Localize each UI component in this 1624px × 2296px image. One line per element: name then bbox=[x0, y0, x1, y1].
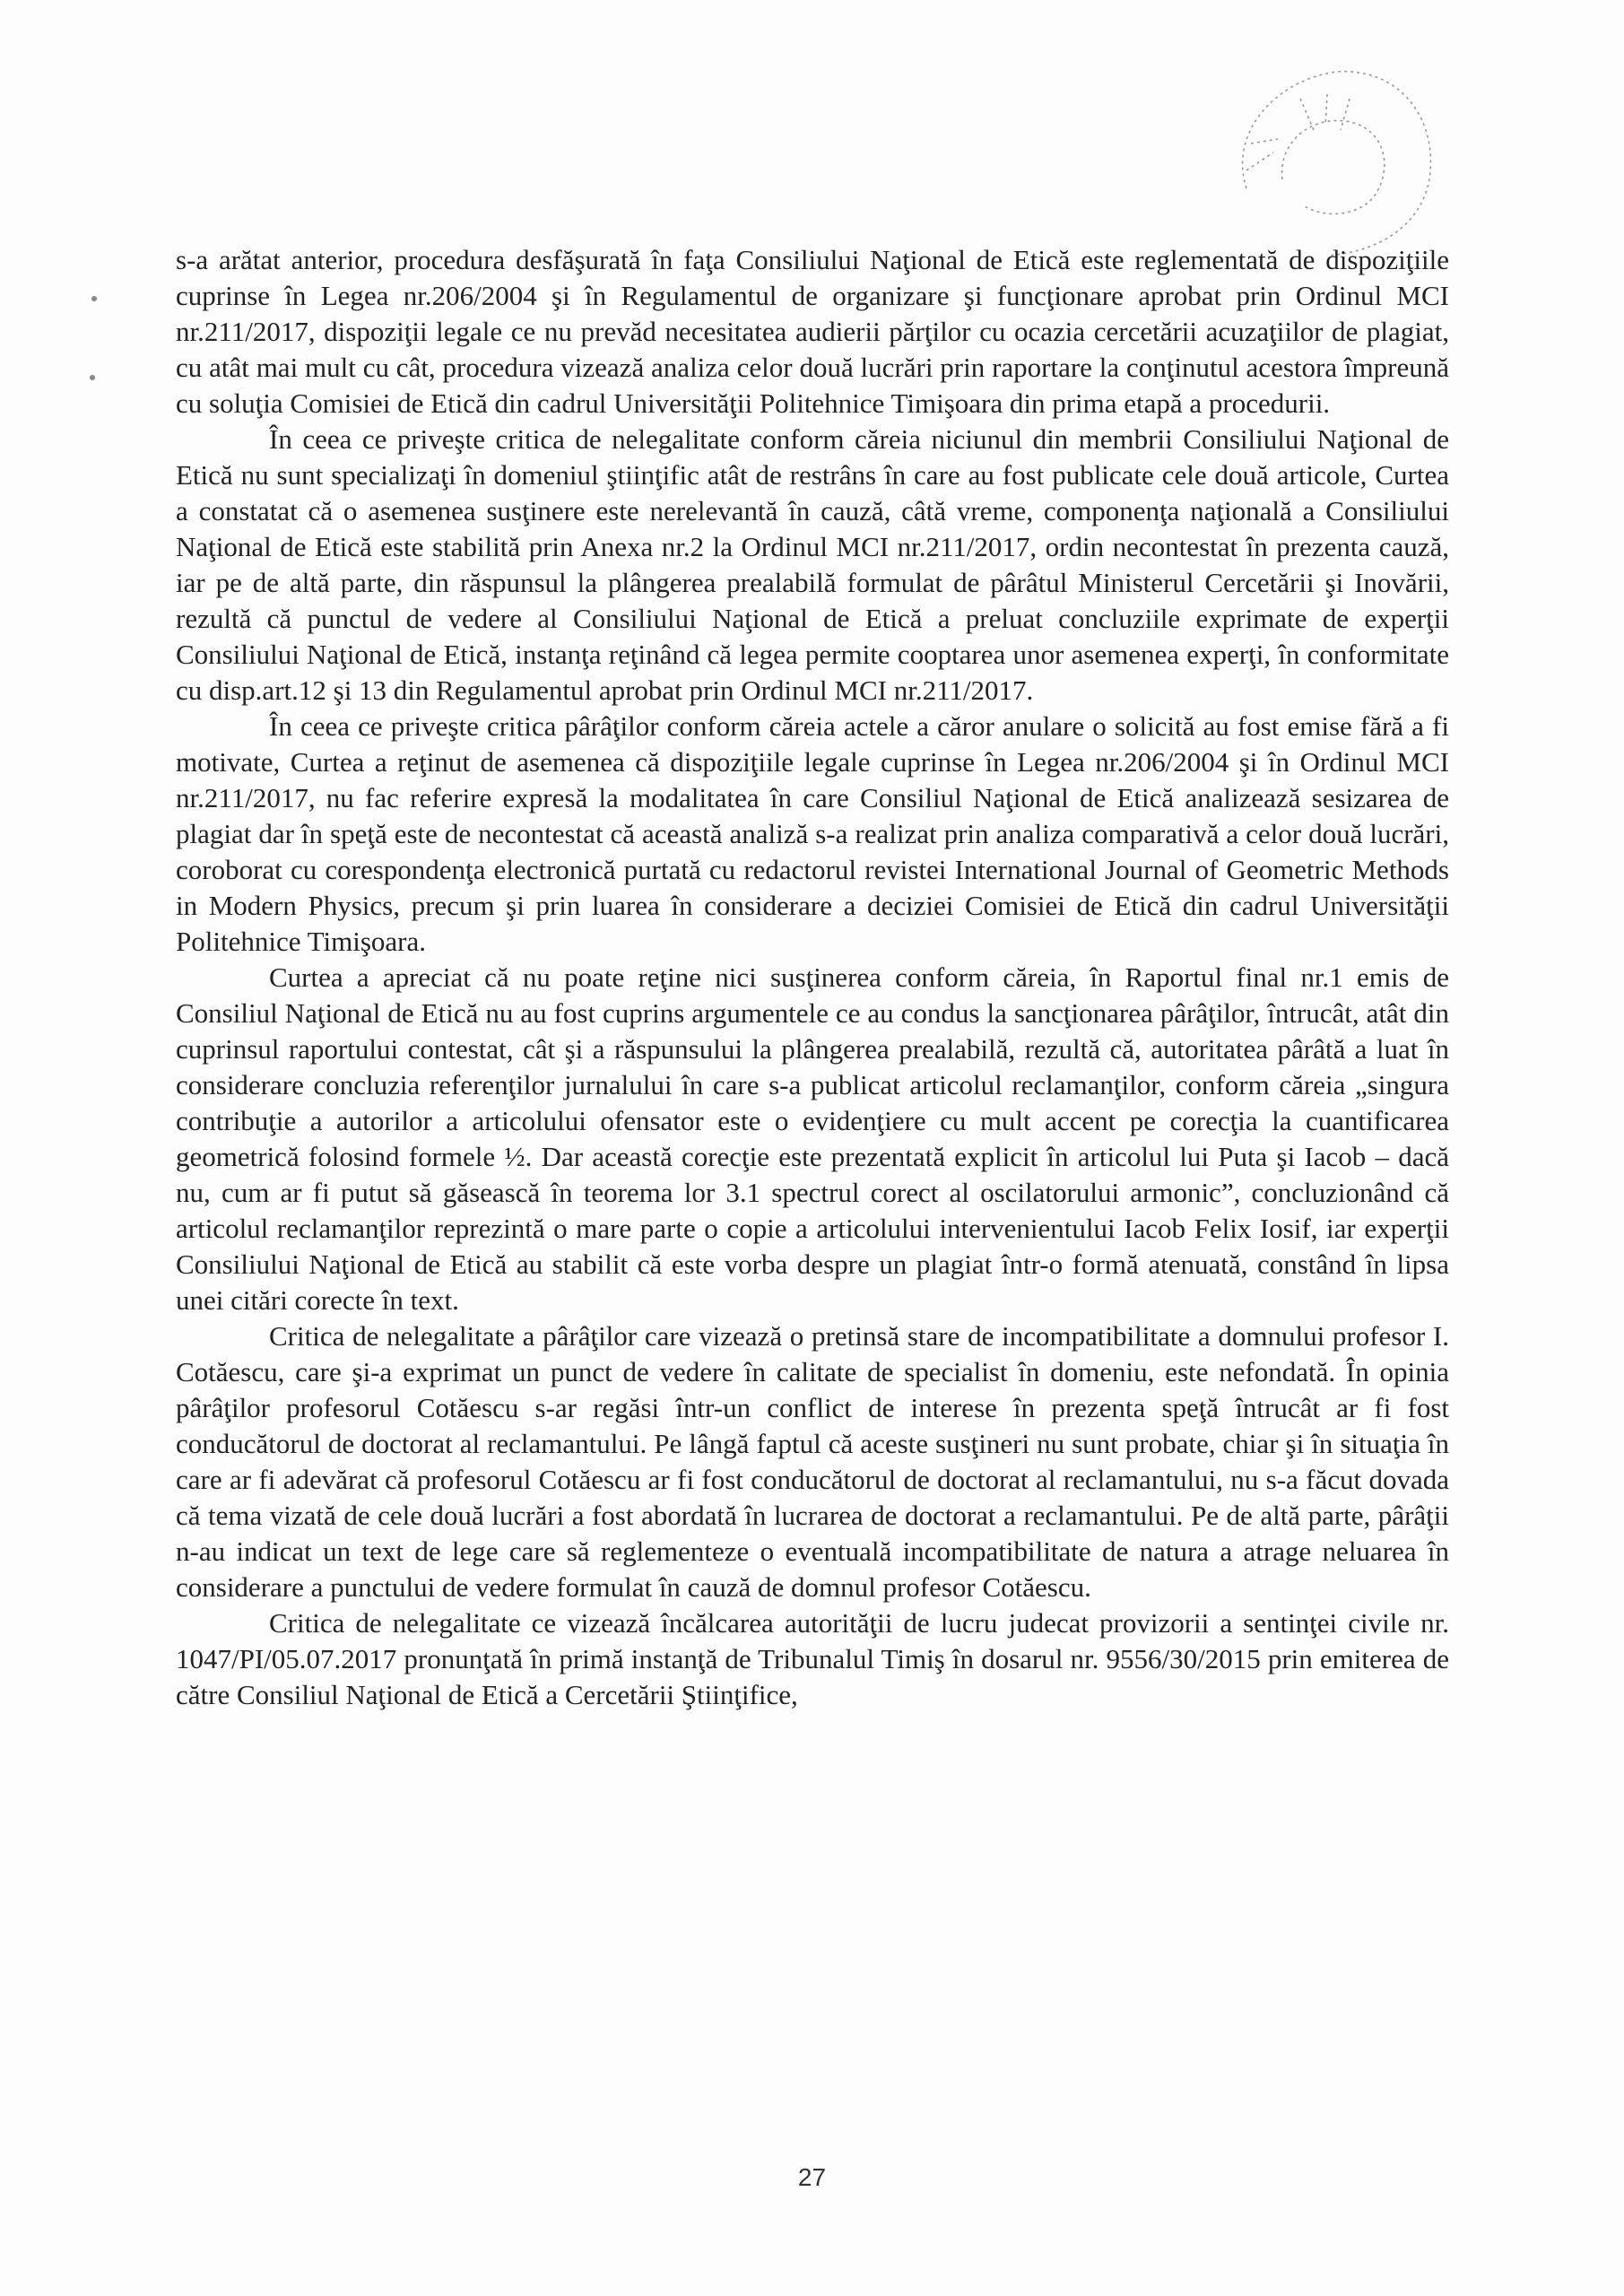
body-text bbox=[176, 242, 1449, 1713]
paragraph: s-a arătat anterior, procedura desfăşurată în faţa Consiliului Naţional de Etică este reglementată de dispoziţiile cuprinse în Legea nr.206/2004 şi în Regulamentul de organizare şi funcţionare aprobat prin Ordinul MCI nr.211/2017, dispoziţii legale ce nu prevăd necesitatea audierii părţilor cu ocazia cercetării acuzaţiilor de plagiat, cu atât mai mult cu cât, procedura vizează analiza celor două lucrări prin raportare la conţinutul acestora împreună cu soluţia Comisiei de Etică din cadrul Universităţii Politehnice Timişoara din prima etapă a procedurii. bbox=[176, 244, 1449, 419]
stamp-seal bbox=[1193, 45, 1444, 260]
paragraph: În ceea ce priveşte critica pârâţilor conform căreia actele a căror anulare o solicită au fost emise fără a fi motivate, Curtea a reţinut de asemenea că dispoziţiile legale cuprinse în Legea nr.206/2004 şi în Ordinul MCI nr.211/2017, nu fac referire expresă la modalitatea în care Consiliul Naţional de Etică analizează sesizarea de plagiat dar în speţă este de necontestat că această analiză s-a realizat prin analiza comparativă a celor două lucrări, coroborat cu corespondenţa electronică purtată cu redactorul revistei International Journal of Geometric Methods in Modern Physics, precum şi prin luarea în considerare a deciziei Comisiei de Etică din cadrul Universităţii Politehnice Timişoara. bbox=[176, 710, 1449, 957]
margin-mark bbox=[90, 375, 95, 380]
page-number: 27 bbox=[797, 2163, 827, 2191]
paragraph: Curtea a apreciat că nu poate reţine nici susţinerea conform căreia, în Raportul final nr.1 emis de Consiliul Naţional de Etică nu au fost cuprins argumentele ce au condus la sancţionarea pârâţilor, întrucât, atât din cuprinsul raportului contestat, cât şi a răspunsului la plângerea prealabilă, rezultă că, autoritatea pârâtă a luat în considerare concluzia referenţilor jurnalului în care s-a publicat articolul reclamanţilor, conform căreia „singura contribuţie a autorilor a articolului ofensator este o evidenţiere cu mult accent pe corecţia la cuantificarea geometrică folosind formele ½. Dar această corecţie este prezentată explicit în articolul lui Puta şi Iacob – dacă nu, cum ar fi putut să găsească în teorema lor 3.1 spectrul corect al oscilatorului armonic”, concluzionând că articolul reclamanţilor reprezintă o mare parte o copie a articolului intervenientului Iacob Felix Iosif, iar experţii Consiliului Naţional de Etică au stabilit că este vorba despre un plagiat într-o formă atenuată, constând în lipsa unei citări corecte în text. bbox=[176, 961, 1449, 1316]
margin-mark bbox=[91, 296, 97, 301]
paragraph: În ceea ce priveşte critica de nelegalitate conform căreia niciunul din membrii Consiliului Naţional de Etică nu sunt specializaţi în domeniul ştiinţific atât de restrâns în care au fost publicate cele două articole, Curtea a constatat că o asemenea susţinere este nerelevantă în cauză, câtă vreme, componenţa naţională a Consiliului Naţional de Etică este stabilită prin Anexa nr.2 la Ordinul MCI nr.211/2017, ordin necontestat în prezenta cauză, iar pe de altă parte, din răspunsul la plângerea prealabilă formulat de pârâtul Ministerul Cercetării şi Inovării, rezultă că punctul de vedere al Consiliului Naţional de Etică a preluat concluziile exprimate de experţii Consiliului Naţional de Etică, instanţa reţinând că legea permite cooptarea unor asemenea experţi, în conformitate cu disp.art.12 şi 13 din Regulamentul aprobat prin Ordinul MCI nr.211/2017. bbox=[176, 423, 1449, 706]
paragraph: Critica de nelegalitate a pârâţilor care vizează o pretinsă stare de incompatibilitate a domnului profesor I. Cotăescu, care şi-a exprimat un punct de vedere în calitate de specialist în domeniu, este nefondată. În opinia pârâţilor profesorul Cotăescu s-ar regăsi într-un conflict de interese în prezenta speţă întrucât ar fi fost conducătorul de doctorat al reclamantului. Pe lângă faptul că aceste susţineri nu sunt probate, chiar şi în situaţia în care ar fi adevărat că profesorul Cotăescu ar fi fost conducătorul de doctorat al reclamantului, nu s-a făcut dovada că tema vizată de cele două lucrări a fost abordată în lucrarea de doctorat a reclamantului. Pe de altă parte, pârâţii n-au indicat un text de lege care să reglementeze o eventuală incompatibilitate de natura a atrage neluarea în considerare a punctului de vedere formulat în cauză de domnul profesor Cotăescu. bbox=[176, 1320, 1449, 1603]
paragraph: Critica de nelegalitate ce vizează încălcarea autorităţii de lucru judecat provizorii a sentinţei civile nr. 1047/PI/05.07.2017 pronunţată în primă instanţă de Tribunalul Timiş în dosarul nr. 9556/30/2015 prin emiterea de către Consiliul Naţional de Etică a Cercetării Ştiinţifice, bbox=[176, 1607, 1449, 1710]
